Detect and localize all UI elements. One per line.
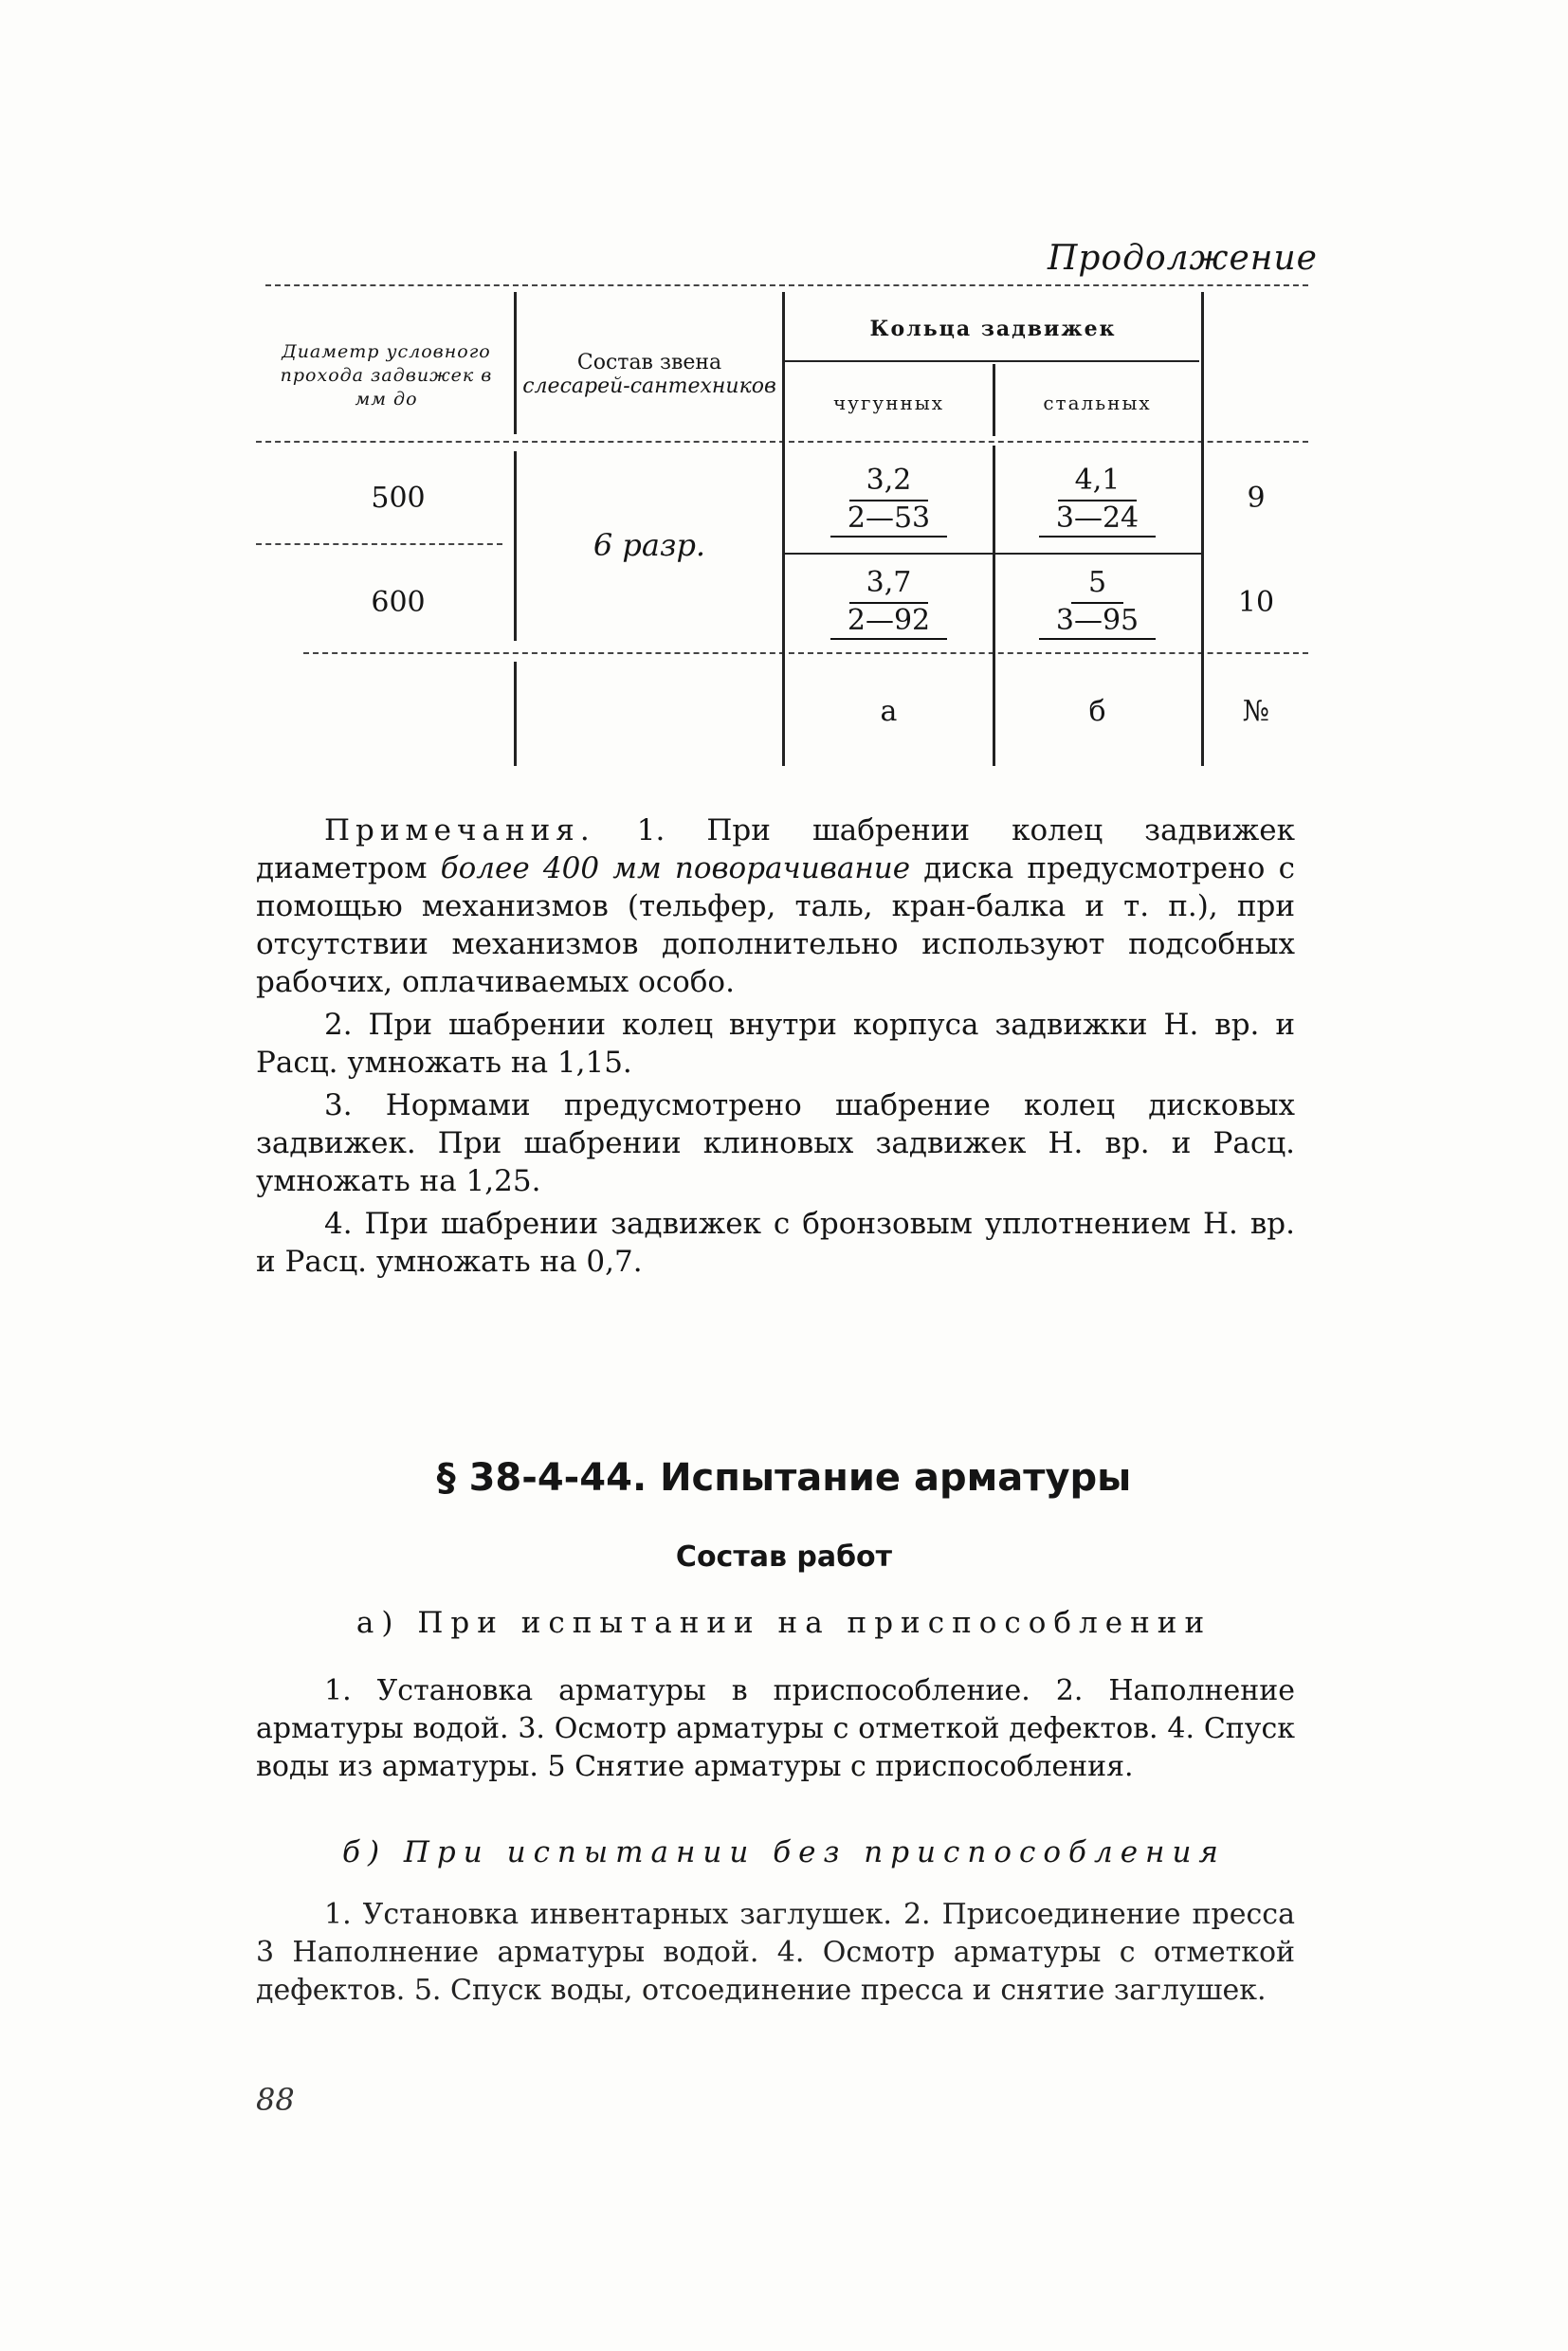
col-divider-1-footer [514,662,517,766]
rings-subheader-rule [782,360,1199,362]
table-bottom-rule [303,652,1308,654]
row-2-cast-rate: 2—92 [830,604,947,640]
table-row-2-steel [995,557,1199,648]
note-3: 3. Нормами предусмотрено шабрение колец дисковых задвижек. При шабрении клиновых задвижек Н. вр. и Расц. умножать на 1,25. [256,1088,1295,1198]
table-row-2-diameter: 600 [371,585,426,619]
table-row-1-cast [787,453,991,548]
header-steel: стальных [1043,392,1152,414]
notes [256,811,1295,1281]
section-title: § 38-4-44. Испытание арматуры [436,1456,1132,1500]
header-cast: чугунных [832,392,945,414]
table-top-rule [265,284,1308,286]
page-number: 88 [256,2082,295,2118]
row-2-steel-time: 5 [1071,566,1123,604]
case-b-title: б) При испытании без приспособления [342,1835,1226,1869]
section-subtitle: Состав работ [675,1540,893,1574]
footer-col-no: № [1242,694,1270,728]
note-2: 2. При шабрении колец внутри корпуса задвижки Н. вр. и Расц. умножать на 1,15. [256,1008,1295,1080]
header-rings: Кольца задвижек [869,317,1117,341]
note-1: Примечания. 1. При шабрении колец задвижек диаметром более 400 мм поворачивание диска предусмотрено с помощью механизмов (тельфер, таль, кран-балка и т. п.), при отсутствии механизмов дополнительно используют подсобных рабочих, оплачиваемых особо. [256,813,1295,999]
notes-lead: Примечания. [324,813,595,847]
case-a-title: а) При испытании на приспособлении [356,1606,1212,1640]
header-composition-line1: Состав звена [576,351,722,374]
header-composition [521,332,777,417]
rows-divider-left [256,543,502,545]
case-a-text: 1. Установка арматуры в приспособление. 2. Наполнение арматуры водой. 3. Осмотр арматуры с отметкой дефектов. 4. Спуск воды из арматуры. 5 Снятие арматуры с приспособления. [256,1674,1295,1783]
continuation-label: Продолжение [1048,239,1318,278]
row-1-steel-rate: 3—24 [1039,501,1156,538]
table-row-2-number: 10 [1237,585,1275,619]
row-1-steel-time: 4,1 [1058,464,1138,501]
col-divider-2 [782,292,785,766]
note-4: 4. При шабрении задвижек с бронзовым уплотнением Н. вр. и Расц. умножать на 0,7. [256,1207,1295,1279]
col-divider-1-header [514,292,517,434]
crew-grade: 6 разр. [593,527,706,563]
table-row-1-number: 9 [1247,481,1266,515]
table-row-1-steel [995,453,1199,548]
row-2-steel-rate: 3—95 [1039,604,1156,640]
table-row-2-cast [787,557,991,648]
case-b-text: 1. Установка инвентарных заглушек. 2. Присоединение пресса 3 Наполнение арматуры водой. 4. Осмотр арматуры с отметкой дефектов. 5. Спуск воды, отсоединение пресса и снятие заглушек. [256,1898,1295,2007]
header-diameter: Диаметр условного прохода задвижек в мм до [280,340,493,410]
footer-col-a: а [880,694,898,728]
header-composition-line2: слесарей-сантехников [522,374,776,398]
row-1-cast-time: 3,2 [849,464,929,501]
row-2-cast-time: 3,7 [849,566,929,604]
table-row-1-diameter: 500 [371,481,426,515]
col-divider-1-body [514,451,517,641]
row-1-cast-rate: 2—53 [830,501,947,538]
footer-col-b: б [1088,694,1106,728]
norms-table [256,284,1308,777]
